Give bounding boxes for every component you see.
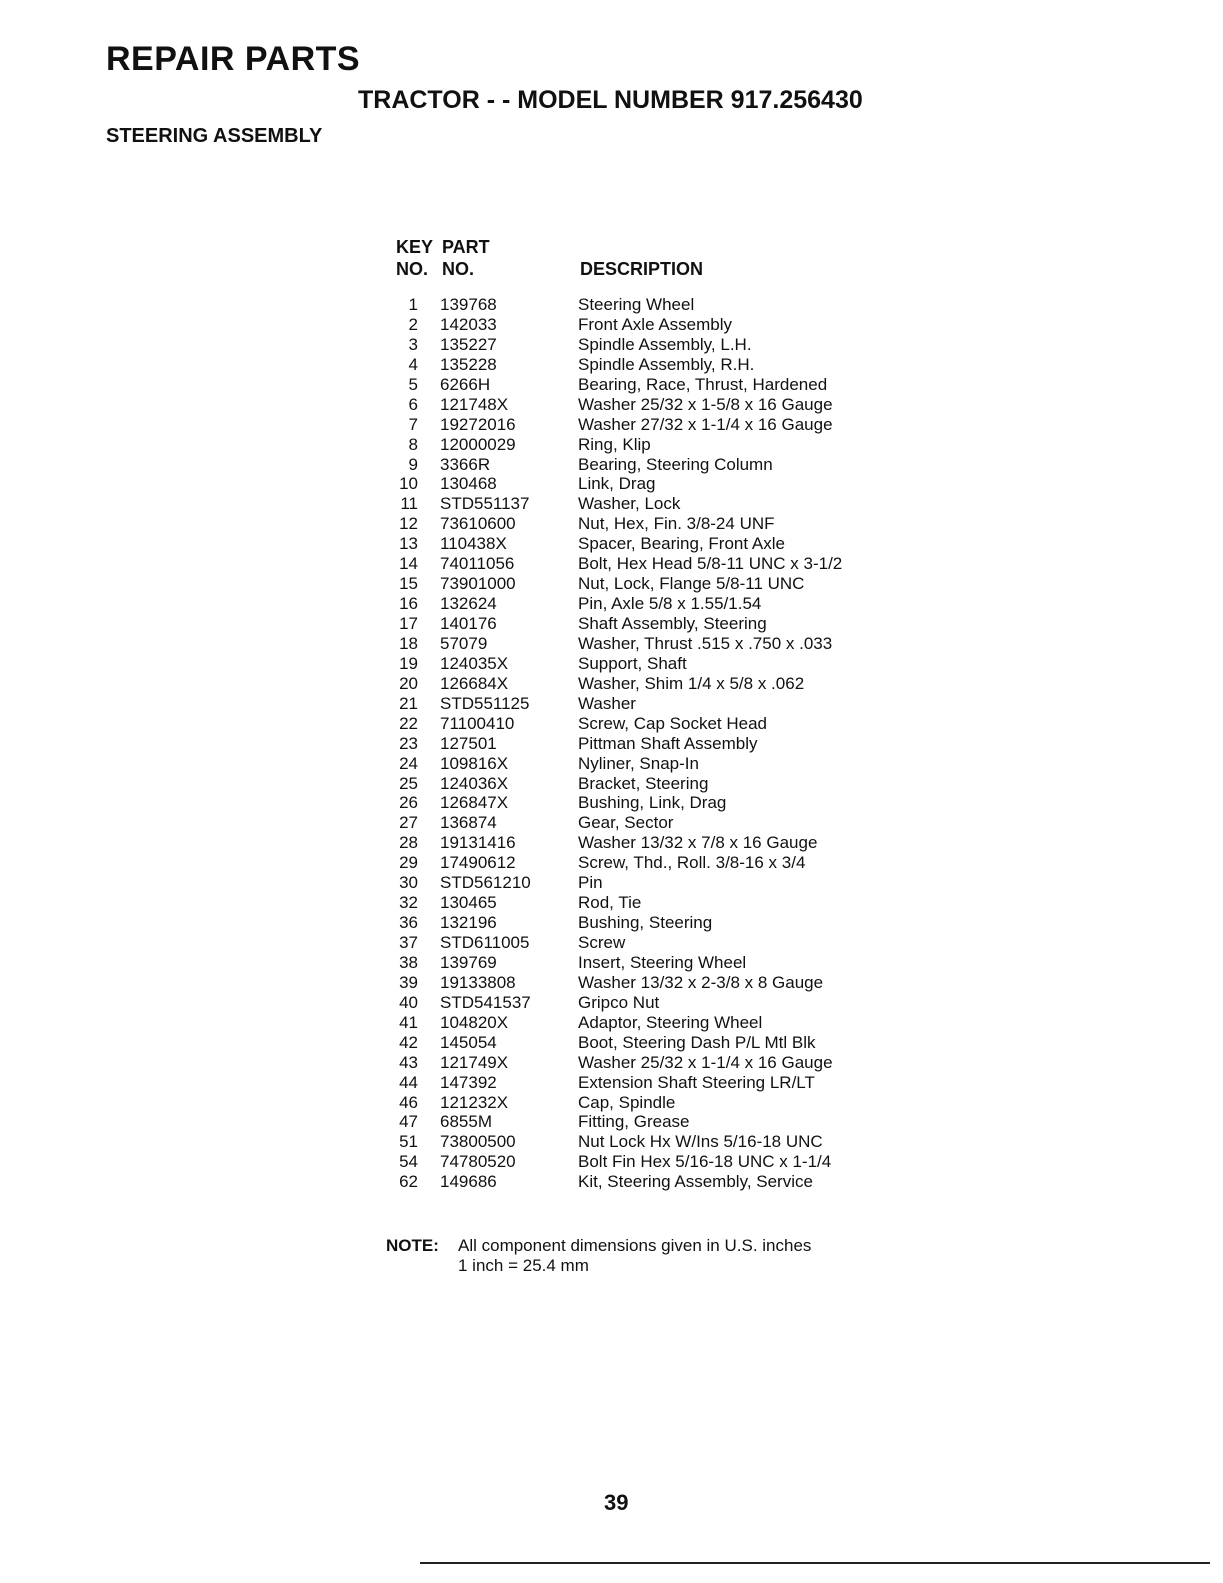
page-number: 39 — [604, 1490, 629, 1515]
part-description: Front Axle Assembly — [578, 314, 733, 334]
part-number: 57079 — [440, 633, 488, 653]
part-number: 147392 — [440, 1072, 497, 1092]
parts-row — [380, 754, 940, 774]
part-description: Washer — [578, 693, 636, 713]
key-number: 46 — [399, 1092, 418, 1112]
part-number: 142033 — [440, 314, 497, 334]
part-description: Nut, Hex, Fin. 3/8-24 UNF — [578, 514, 775, 534]
parts-row — [380, 774, 940, 794]
parts-row — [380, 474, 940, 494]
part-number: 139768 — [440, 295, 497, 314]
part-description: Nut Lock Hx W/Ins 5/16-18 UNC — [578, 1132, 823, 1152]
parts-row — [380, 1112, 940, 1132]
part-description: Screw, Cap Socket Head — [578, 713, 767, 733]
parts-row — [380, 534, 940, 554]
key-number: 7 — [408, 414, 418, 434]
part-description: Spindle Assembly, L.H. — [578, 334, 752, 354]
part-description: Pittman Shaft Assembly — [578, 733, 758, 753]
key-number: 16 — [399, 594, 418, 614]
parts-row — [380, 594, 940, 614]
part-description: Kit, Steering Assembly, Service — [578, 1172, 813, 1192]
parts-row — [380, 634, 940, 654]
parts-row — [380, 435, 940, 455]
parts-row — [380, 1152, 940, 1172]
key-number: 24 — [399, 753, 418, 773]
part-number: 121232X — [440, 1092, 509, 1112]
part-description: Washer 25/32 x 1-5/8 x 16 Gauge — [578, 394, 833, 414]
parts-row — [380, 1053, 940, 1073]
parts-row — [380, 494, 940, 514]
part-description: Spacer, Bearing, Front Axle — [578, 534, 785, 554]
part-description: Boot, Steering Dash P/L Mtl Blk — [578, 1032, 816, 1052]
parts-row — [380, 933, 940, 953]
parts-row — [380, 554, 940, 574]
part-description: Bearing, Race, Thrust, Hardened — [578, 374, 828, 394]
part-number: 12000029 — [440, 434, 516, 454]
key-number: 62 — [399, 1172, 418, 1192]
bottom-divider — [420, 1562, 1210, 1564]
part-number: 121749X — [440, 1052, 509, 1072]
key-number: 3 — [408, 334, 418, 354]
key-number: 26 — [399, 793, 418, 813]
parts-list — [380, 295, 940, 1192]
part-description: Pin, Axle 5/8 x 1.55/1.54 — [578, 594, 762, 614]
key-number: 14 — [399, 554, 418, 574]
key-number: 42 — [399, 1032, 418, 1052]
part-description: Nyliner, Snap-In — [578, 753, 699, 773]
part-description: Shaft Assembly, Steering — [578, 614, 767, 633]
part-number: STD541537 — [440, 992, 531, 1012]
part-description: Link, Drag — [578, 474, 656, 494]
parts-row — [380, 315, 940, 335]
key-number: 20 — [399, 673, 418, 693]
part-description: Extension Shaft Steering LR/LT — [578, 1072, 815, 1092]
part-description: Ring, Klip — [578, 434, 651, 454]
part-number: 130468 — [440, 474, 497, 494]
part-number: 71100410 — [440, 713, 515, 733]
part-description: Screw — [578, 933, 626, 952]
parts-row — [380, 893, 940, 913]
parts-row — [380, 1172, 940, 1192]
parts-row — [380, 674, 940, 694]
key-number: 25 — [399, 773, 418, 793]
parts-row — [380, 295, 940, 315]
key-number: 27 — [399, 813, 418, 833]
parts-row — [380, 355, 940, 375]
key-number: 38 — [399, 952, 418, 972]
parts-row — [380, 395, 940, 415]
part-description: Bushing, Link, Drag — [578, 793, 727, 813]
key-header-line2: NO. — [396, 259, 429, 279]
part-number: 126684X — [440, 673, 509, 693]
key-number: 21 — [399, 693, 418, 713]
part-number: 6266H — [440, 374, 491, 394]
key-number: 41 — [399, 1012, 418, 1032]
part-description: Washer 13/32 x 7/8 x 16 Gauge — [578, 833, 818, 853]
part-number: STD551137 — [440, 494, 530, 514]
part-number: 127501 — [440, 733, 497, 753]
part-number: 110438X — [440, 534, 507, 554]
part-number: STD551125 — [440, 693, 530, 713]
part-description: Bearing, Steering Column — [578, 454, 773, 474]
parts-row — [380, 375, 940, 395]
key-number: 44 — [399, 1072, 418, 1092]
part-description: Washer 27/32 x 1-1/4 x 16 Gauge — [578, 414, 833, 434]
part-number: 139769 — [440, 952, 497, 972]
parts-row — [380, 853, 940, 873]
part-number: 104820X — [440, 1012, 509, 1032]
note-label: NOTE: — [386, 1236, 439, 1255]
key-number: 18 — [399, 633, 418, 653]
note-line-1: All component dimensions given in U.S. inches — [458, 1236, 812, 1255]
part-number: 140176 — [440, 614, 497, 633]
key-number: 23 — [399, 733, 418, 753]
part-number: STD561210 — [440, 873, 531, 893]
parts-row — [380, 873, 940, 893]
parts-row — [380, 793, 940, 813]
description-header: DESCRIPTION — [580, 259, 704, 279]
parts-row — [380, 455, 940, 475]
part-number: 6855M — [440, 1112, 492, 1132]
key-number: 28 — [399, 833, 418, 853]
key-header-line1: KEY — [396, 237, 434, 257]
part-number: 130465 — [440, 893, 497, 913]
part-header-line2: NO. — [442, 259, 475, 279]
key-number: 15 — [399, 574, 418, 594]
part-number: 135228 — [440, 354, 497, 374]
parts-row — [380, 953, 940, 973]
part-description: Bracket, Steering — [578, 773, 709, 793]
parts-row — [380, 1132, 940, 1152]
parts-row — [380, 973, 940, 993]
part-description: Fitting, Grease — [578, 1112, 690, 1132]
part-number: 121748X — [440, 394, 509, 414]
part-description: Washer, Shim 1/4 x 5/8 x .062 — [578, 673, 805, 693]
part-number: 3366R — [440, 454, 491, 474]
part-description: Nut, Lock, Flange 5/8-11 UNC — [578, 574, 805, 594]
part-description: Steering Wheel — [578, 295, 695, 314]
key-number: 11 — [400, 494, 418, 514]
key-number: 32 — [399, 893, 418, 913]
part-description: Gear, Sector — [578, 813, 674, 833]
key-number: 2 — [408, 314, 418, 334]
part-no-header — [442, 236, 490, 280]
key-number: 30 — [399, 873, 418, 893]
key-number: 9 — [408, 454, 418, 474]
part-number: 136874 — [440, 813, 497, 833]
part-description: Washer 25/32 x 1-1/4 x 16 Gauge — [578, 1052, 833, 1072]
part-description: Screw, Thd., Roll. 3/8-16 x 3/4 — [578, 853, 806, 873]
part-description: Cap, Spindle — [578, 1092, 676, 1112]
part-number: 126847X — [440, 793, 509, 813]
parts-row — [380, 734, 940, 754]
key-number: 47 — [399, 1112, 418, 1132]
key-number: 19 — [399, 653, 418, 673]
model-heading: TRACTOR - - MODEL NUMBER 917.256430 — [358, 86, 863, 114]
key-number: 12 — [399, 514, 418, 534]
key-number: 43 — [399, 1052, 418, 1072]
key-number: 39 — [399, 972, 418, 992]
parts-row — [380, 1093, 940, 1113]
part-number: 132196 — [440, 913, 497, 933]
key-number: 29 — [399, 853, 418, 873]
key-number: 22 — [399, 713, 418, 733]
parts-row — [380, 574, 940, 594]
parts-row — [380, 714, 940, 734]
key-number: 54 — [399, 1152, 418, 1172]
part-number: 73901000 — [440, 574, 516, 594]
parts-row — [380, 1073, 940, 1093]
key-number: 36 — [399, 913, 418, 933]
part-description: Bolt, Hex Head 5/8-11 UNC x 3-1/2 — [578, 554, 843, 574]
part-number: 149686 — [440, 1172, 497, 1192]
part-number: 145054 — [440, 1032, 497, 1052]
parts-row — [380, 913, 940, 933]
key-number: 13 — [399, 534, 418, 554]
part-description: Washer, Lock — [578, 494, 681, 514]
part-description: Bolt Fin Hex 5/16-18 UNC x 1-1/4 — [578, 1152, 832, 1172]
part-description: Pin — [578, 873, 603, 893]
key-number: 17 — [399, 614, 418, 633]
part-description: Washer, Thrust .515 x .750 x .033 — [578, 633, 833, 653]
note-line-2: 1 inch = 25.4 mm — [458, 1256, 589, 1275]
parts-row — [380, 335, 940, 355]
part-description: Gripco Nut — [578, 992, 660, 1012]
key-number: 4 — [408, 354, 418, 374]
part-number: 73610600 — [440, 514, 516, 534]
part-number: 19133808 — [440, 972, 516, 992]
parts-row — [380, 514, 940, 534]
part-number: 19272016 — [440, 414, 516, 434]
parts-row — [380, 813, 940, 833]
parts-row — [380, 415, 940, 435]
part-number: 19131416 — [440, 833, 516, 853]
parts-row — [380, 1033, 940, 1053]
parts-row — [380, 694, 940, 714]
part-number: 124035X — [440, 653, 509, 673]
part-number: 109816X — [440, 753, 509, 773]
part-number: 74011056 — [440, 554, 515, 574]
part-description: Washer 13/32 x 2-3/8 x 8 Gauge — [578, 972, 824, 992]
key-number: 10 — [399, 474, 418, 494]
key-number: 6 — [408, 394, 418, 414]
parts-row — [380, 833, 940, 853]
parts-row — [380, 1013, 940, 1033]
key-number: 51 — [399, 1132, 418, 1152]
part-number: 132624 — [440, 594, 497, 614]
part-number: 124036X — [440, 773, 509, 793]
part-description: Insert, Steering Wheel — [578, 952, 747, 972]
part-description: Adaptor, Steering Wheel — [578, 1012, 763, 1032]
part-number: 74780520 — [440, 1152, 516, 1172]
part-description: Spindle Assembly, R.H. — [578, 354, 755, 374]
key-number: 40 — [399, 992, 418, 1012]
part-number: STD611005 — [440, 933, 530, 952]
key-number: 1 — [408, 295, 418, 314]
part-description: Support, Shaft — [578, 653, 687, 673]
page-title: REPAIR PARTS — [106, 40, 361, 78]
key-number: 8 — [408, 434, 418, 454]
key-number: 37 — [399, 933, 418, 952]
key-number: 5 — [408, 374, 418, 394]
parts-row — [380, 654, 940, 674]
parts-row — [380, 614, 940, 634]
parts-row — [380, 993, 940, 1013]
part-number: 17490612 — [440, 853, 516, 873]
part-header-line1: PART — [442, 237, 490, 257]
part-description: Rod, Tie — [578, 893, 642, 913]
key-no-header — [396, 236, 433, 280]
part-number: 135227 — [440, 334, 497, 354]
part-number: 73800500 — [440, 1132, 516, 1152]
section-heading: STEERING ASSEMBLY — [106, 125, 323, 147]
part-description: Bushing, Steering — [578, 913, 713, 933]
